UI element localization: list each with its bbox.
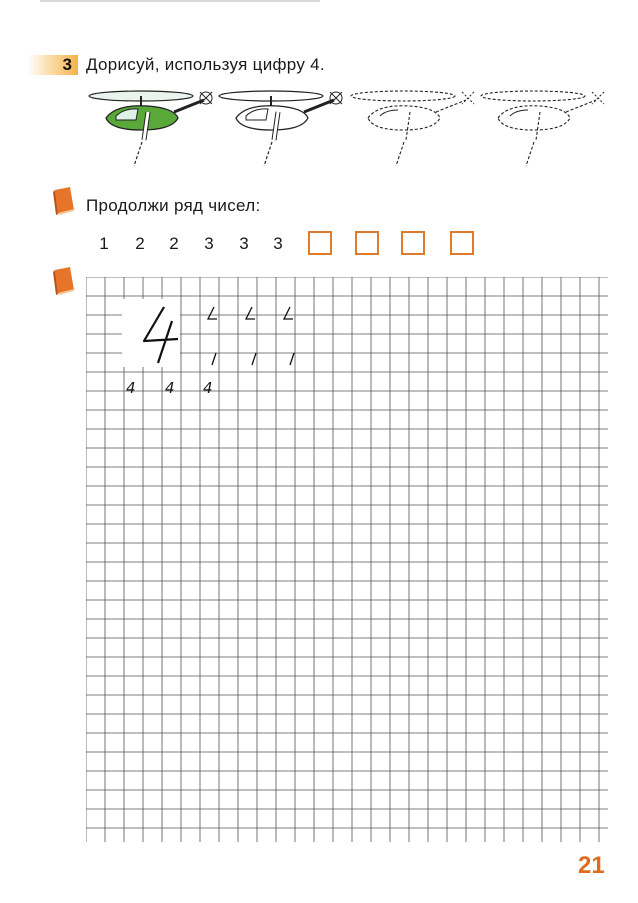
helicopter-icon-colored [89,91,212,166]
example-digit-cell [122,299,180,367]
sequence-instruction: Продолжи ряд чисел: [86,196,261,215]
page-number: 21 [578,852,605,879]
writing-grid[interactable] [86,277,608,842]
helicopter-icon-dashed [351,91,474,166]
practice-digit-4: 4 [126,379,136,397]
stroke-element-slant-row [212,353,294,365]
task3-instruction: Дорисуй, используя цифру 4. [86,55,325,74]
book-icon [52,186,76,216]
book-icon-2 [52,266,76,296]
helicopter-icon-outline [219,91,342,166]
answer-box-2[interactable] [355,231,379,255]
sequence-number: 3 [204,234,214,253]
practice-digit-4: 4 [165,379,175,397]
sequence-number: 2 [135,234,145,253]
sequence-number: 3 [239,234,249,253]
helicopter-icon-dashed-2 [481,91,604,166]
answer-box-4[interactable] [450,231,474,255]
task-number: 3 [62,55,72,74]
answer-box-1[interactable] [308,231,332,255]
answer-box-3[interactable] [401,231,425,255]
sequence-number: 3 [273,234,283,253]
task-number-badge [28,55,78,75]
top-rule [40,0,320,2]
sequence-number: 1 [99,234,109,253]
helicopter-row [86,82,612,172]
practice-digit-4: 4 [203,379,213,397]
stroke-element-top-row [208,307,293,319]
sequence-number: 2 [169,234,179,253]
